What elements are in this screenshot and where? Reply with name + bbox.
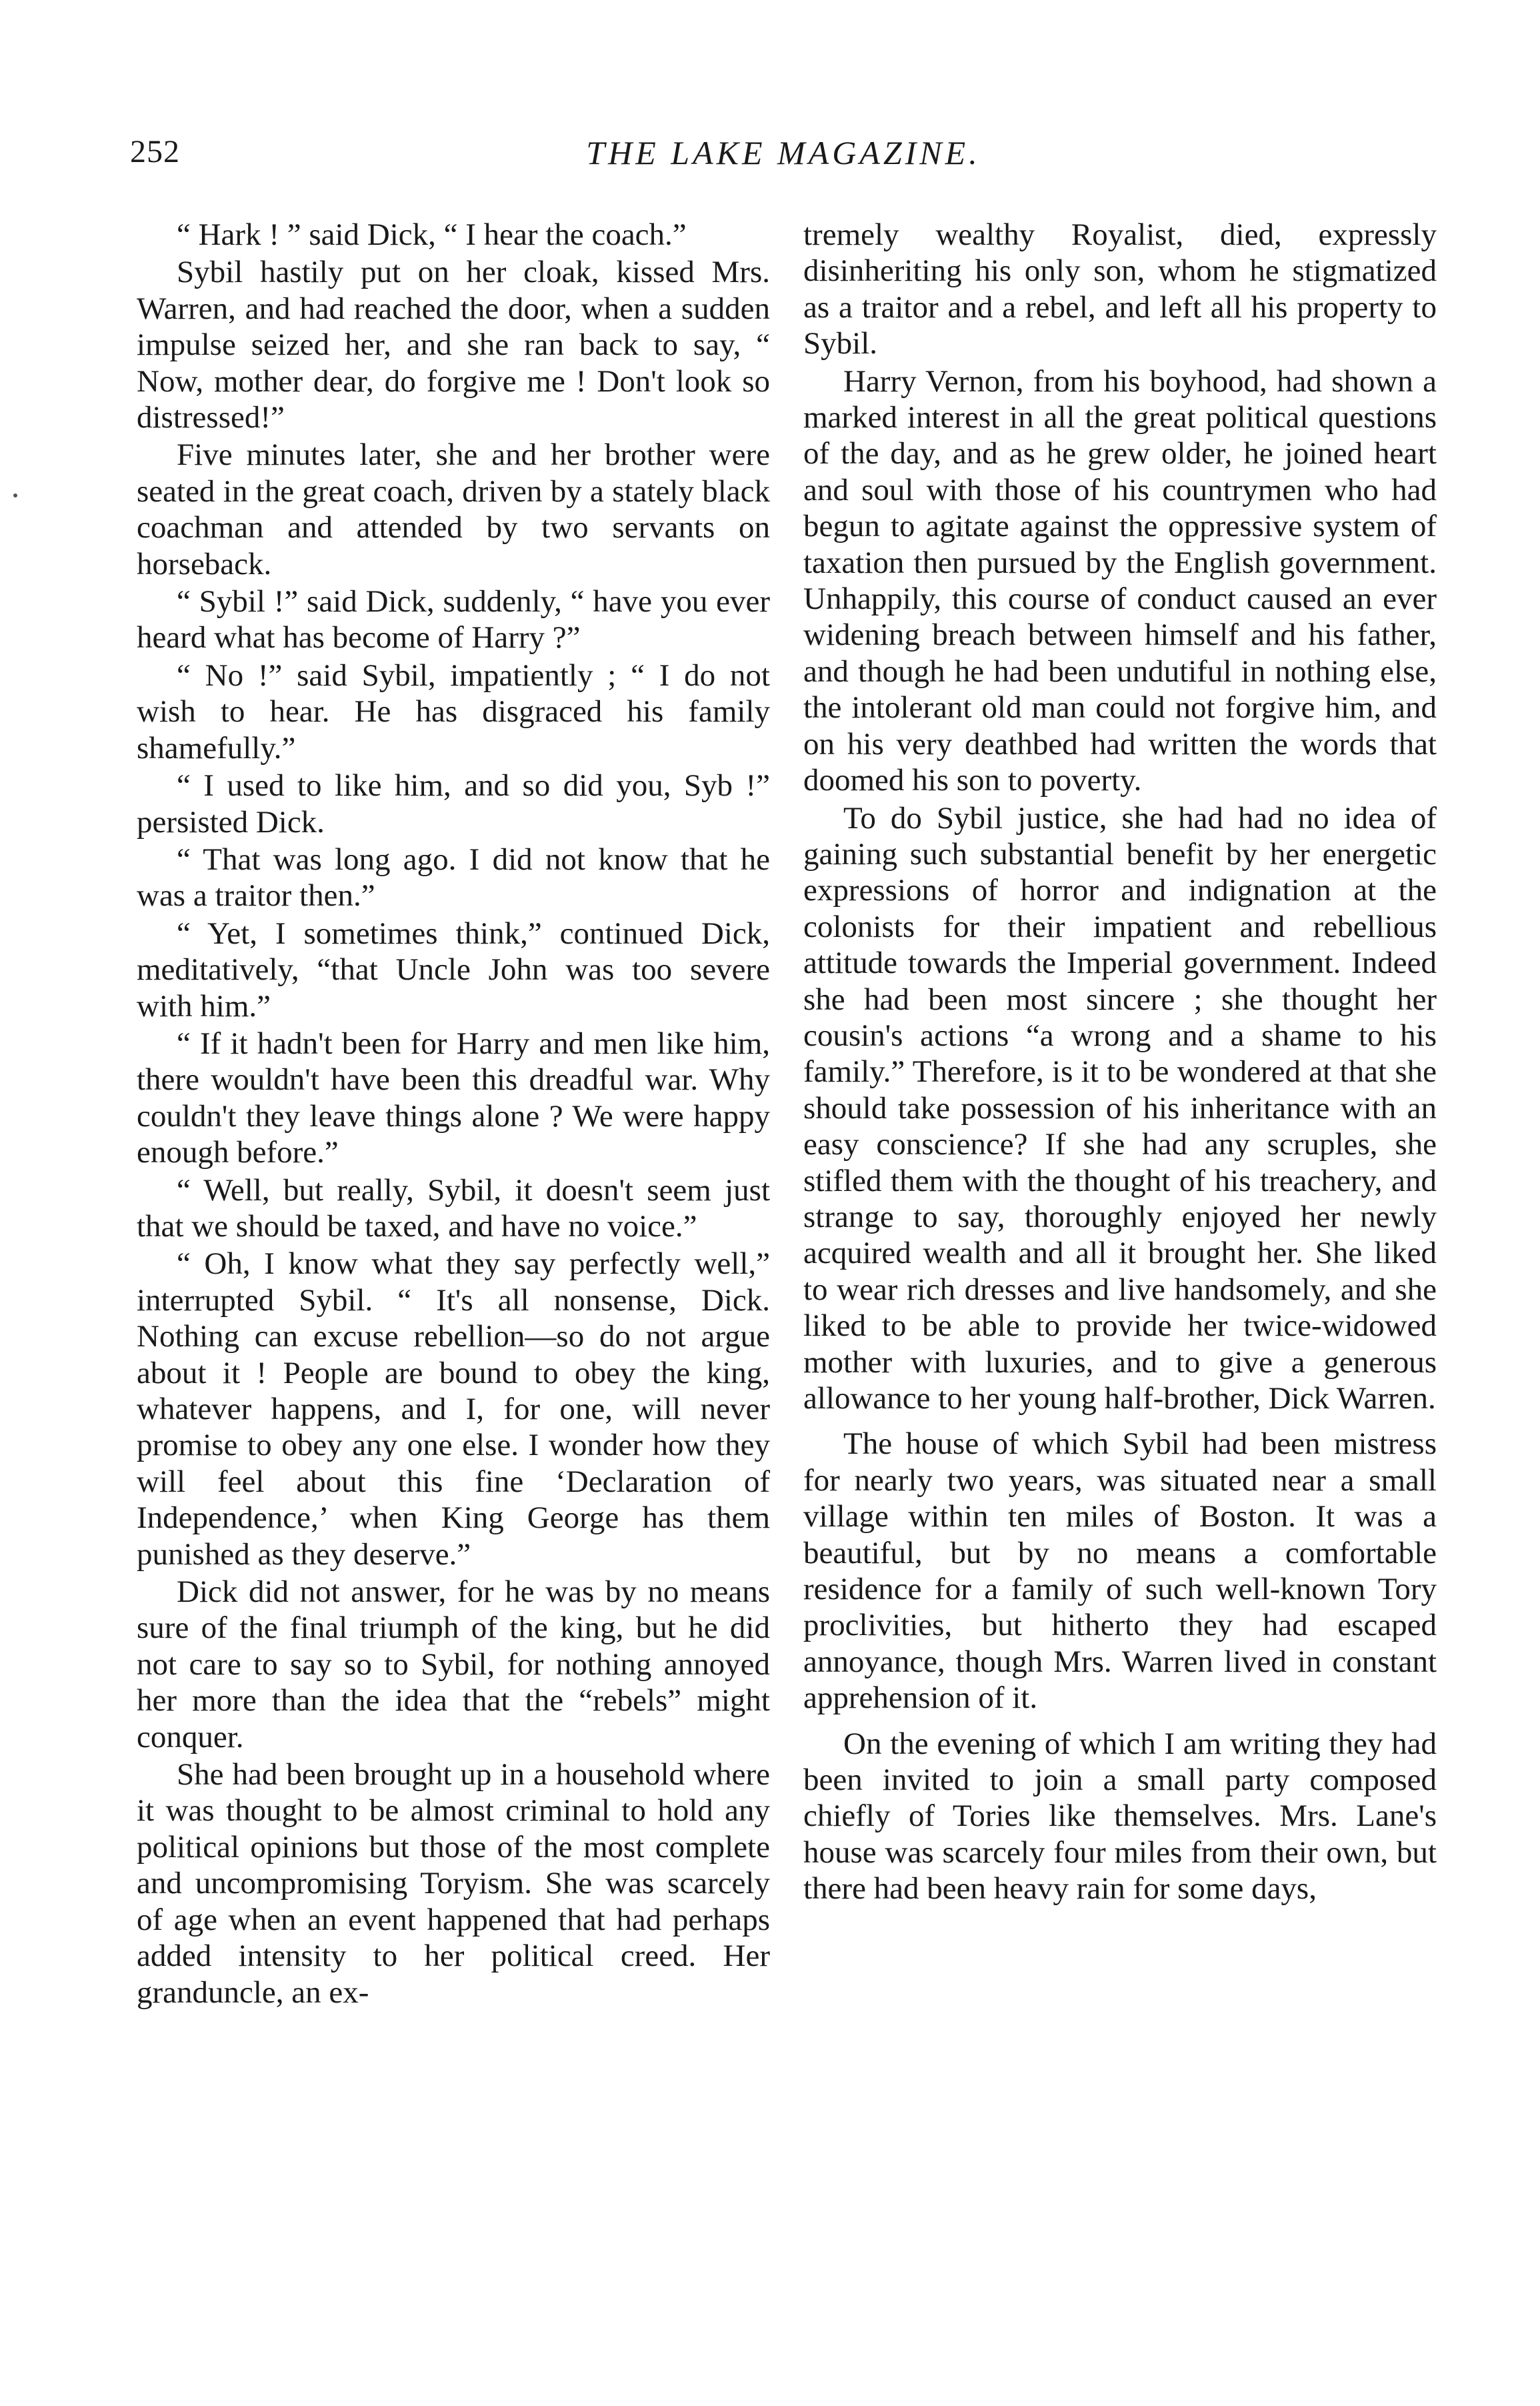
- paragraph: “ Oh, I know what they say perfectly well,” interrupted Sybil. “ It's all nonsense, Dick. Nothing can excuse rebellion—so do not argue about it ! People are bound to obey the king, whatever happens, and I, for one, will never promise to obey any one else. I wonder how they will feel about this fine ‘Declaration of Independence,’ when King George has them punished as they deserve.”: [137, 1246, 770, 1572]
- paragraph: “ Sybil !” said Dick, suddenly, “ have you ever heard what has become of Harry ?”: [137, 584, 770, 656]
- paragraph: “ Hark ! ” said Dick, “ I hear the coach.”: [177, 217, 687, 252]
- paragraph: “ No !” said Sybil, impatiently ; “ I do not wish to hear. He has disgraced his family shamefully.”: [137, 658, 770, 766]
- right-column: [803, 217, 1437, 1909]
- paragraph: The house of which Sybil had been mistress for nearly two years, was situated near a small village within ten miles of Boston. It was a beautiful, but by no means a comfortable residence for a family of such well-known Tory proclivities, but hitherto they had escaped annoyance, though Mrs. Warren lived in constant apprehension of it.: [803, 1426, 1437, 1716]
- paragraph: On the evening of which I am writing they had been invited to join a small party composed chiefly of Tories like themselves. Mrs. Lane's house was scarcely four miles from their own, but there had been heavy rain for some days,: [803, 1726, 1437, 1907]
- paragraph: Harry Vernon, from his boyhood, had shown a marked interest in all the great political questions of the day, and as he grew older, he joined heart and soul with those of his countrymen who had begun to agitate against the oppressive system of taxation then pursued by the English government. Unhappily, this course of conduct caused an ever widening breach between himself and his father, and though he had been undutiful in nothing else, the intolerant old man could not forgive him, and on his very deathbed had written the words that doomed his son to poverty.: [803, 363, 1437, 798]
- paragraph: “ Yet, I sometimes think,” continued Dick, meditatively, “that Uncle John was too severe with him.”: [137, 916, 770, 1024]
- paragraph: Dick did not answer, for he was by no means sure of the final triumph of the king, but he did not care to say so to Sybil, for nothing annoyed her more than the idea that the “rebels” might conquer.: [137, 1574, 770, 1754]
- paragraph-continued: tremely wealthy Royalist, died, expressly disinheriting his only son, whom he stigmatized as a traitor and a rebel, and left all his property to Sybil.: [803, 217, 1437, 361]
- paragraph: She had been brought up in a household where it was thought to be almost criminal to hold any political opinions but those of the most complete and uncompromising Toryism. She was scarcely of age when an event happened that had perhaps added intensity to her political creed. Her granduncle, an ex-: [137, 1757, 770, 2010]
- paragraph: “ If it hadn't been for Harry and men like him, there wouldn't have been this dreadful war. Why couldn't they leave things alone ? We were happy enough before.”: [137, 1026, 770, 1170]
- paragraph: “ I used to like him, and so did you, Syb !” persisted Dick.: [137, 768, 770, 840]
- left-column: [137, 217, 770, 2012]
- running-title: THE LAKE MAGAZINE.: [586, 134, 981, 171]
- paragraph: To do Sybil justice, she had had no idea of gaining such substantial benefit by her energetic expressions of horror and indignation at the colonists for their impatient and rebellious attitude towards the Imperial government. Indeed she had been most sincere ; she thought her cousin's actions “a wrong and a shame to his family.” Therefore, is it to be wondered at that she should take possession of his inheritance with an easy conscience? If she had any scruples, she stifled them with the thought of his treachery, and strange to say, thoroughly enjoyed her newly acquired wealth and all it brought her. She liked to wear rich dresses and live handsomely, and she liked to be able to provide her twice-widowed mother with luxuries, and to give a generous allowance to her young half-brother, Dick Warren.: [803, 800, 1437, 1416]
- page-header: [130, 133, 1437, 187]
- margin-speck: [13, 493, 17, 497]
- page-number: 252: [130, 134, 180, 169]
- paragraph: “ That was long ago. I did not know that he was a traitor then.”: [137, 842, 770, 914]
- paragraph: “ Well, but really, Sybil, it doesn't seem just that we should be taxed, and have no voice.”: [137, 1172, 770, 1244]
- paragraph: Sybil hastily put on her cloak, kissed Mrs. Warren, and had reached the door, when a sudden impulse seized her, and she ran back to say, “ Now, mother dear, do forgive me ! Don't look so distressed!”: [137, 255, 770, 435]
- paragraph: Five minutes later, she and her brother were seated in the great coach, driven by a stately black coachman and attended by two servants on horseback.: [137, 437, 770, 581]
